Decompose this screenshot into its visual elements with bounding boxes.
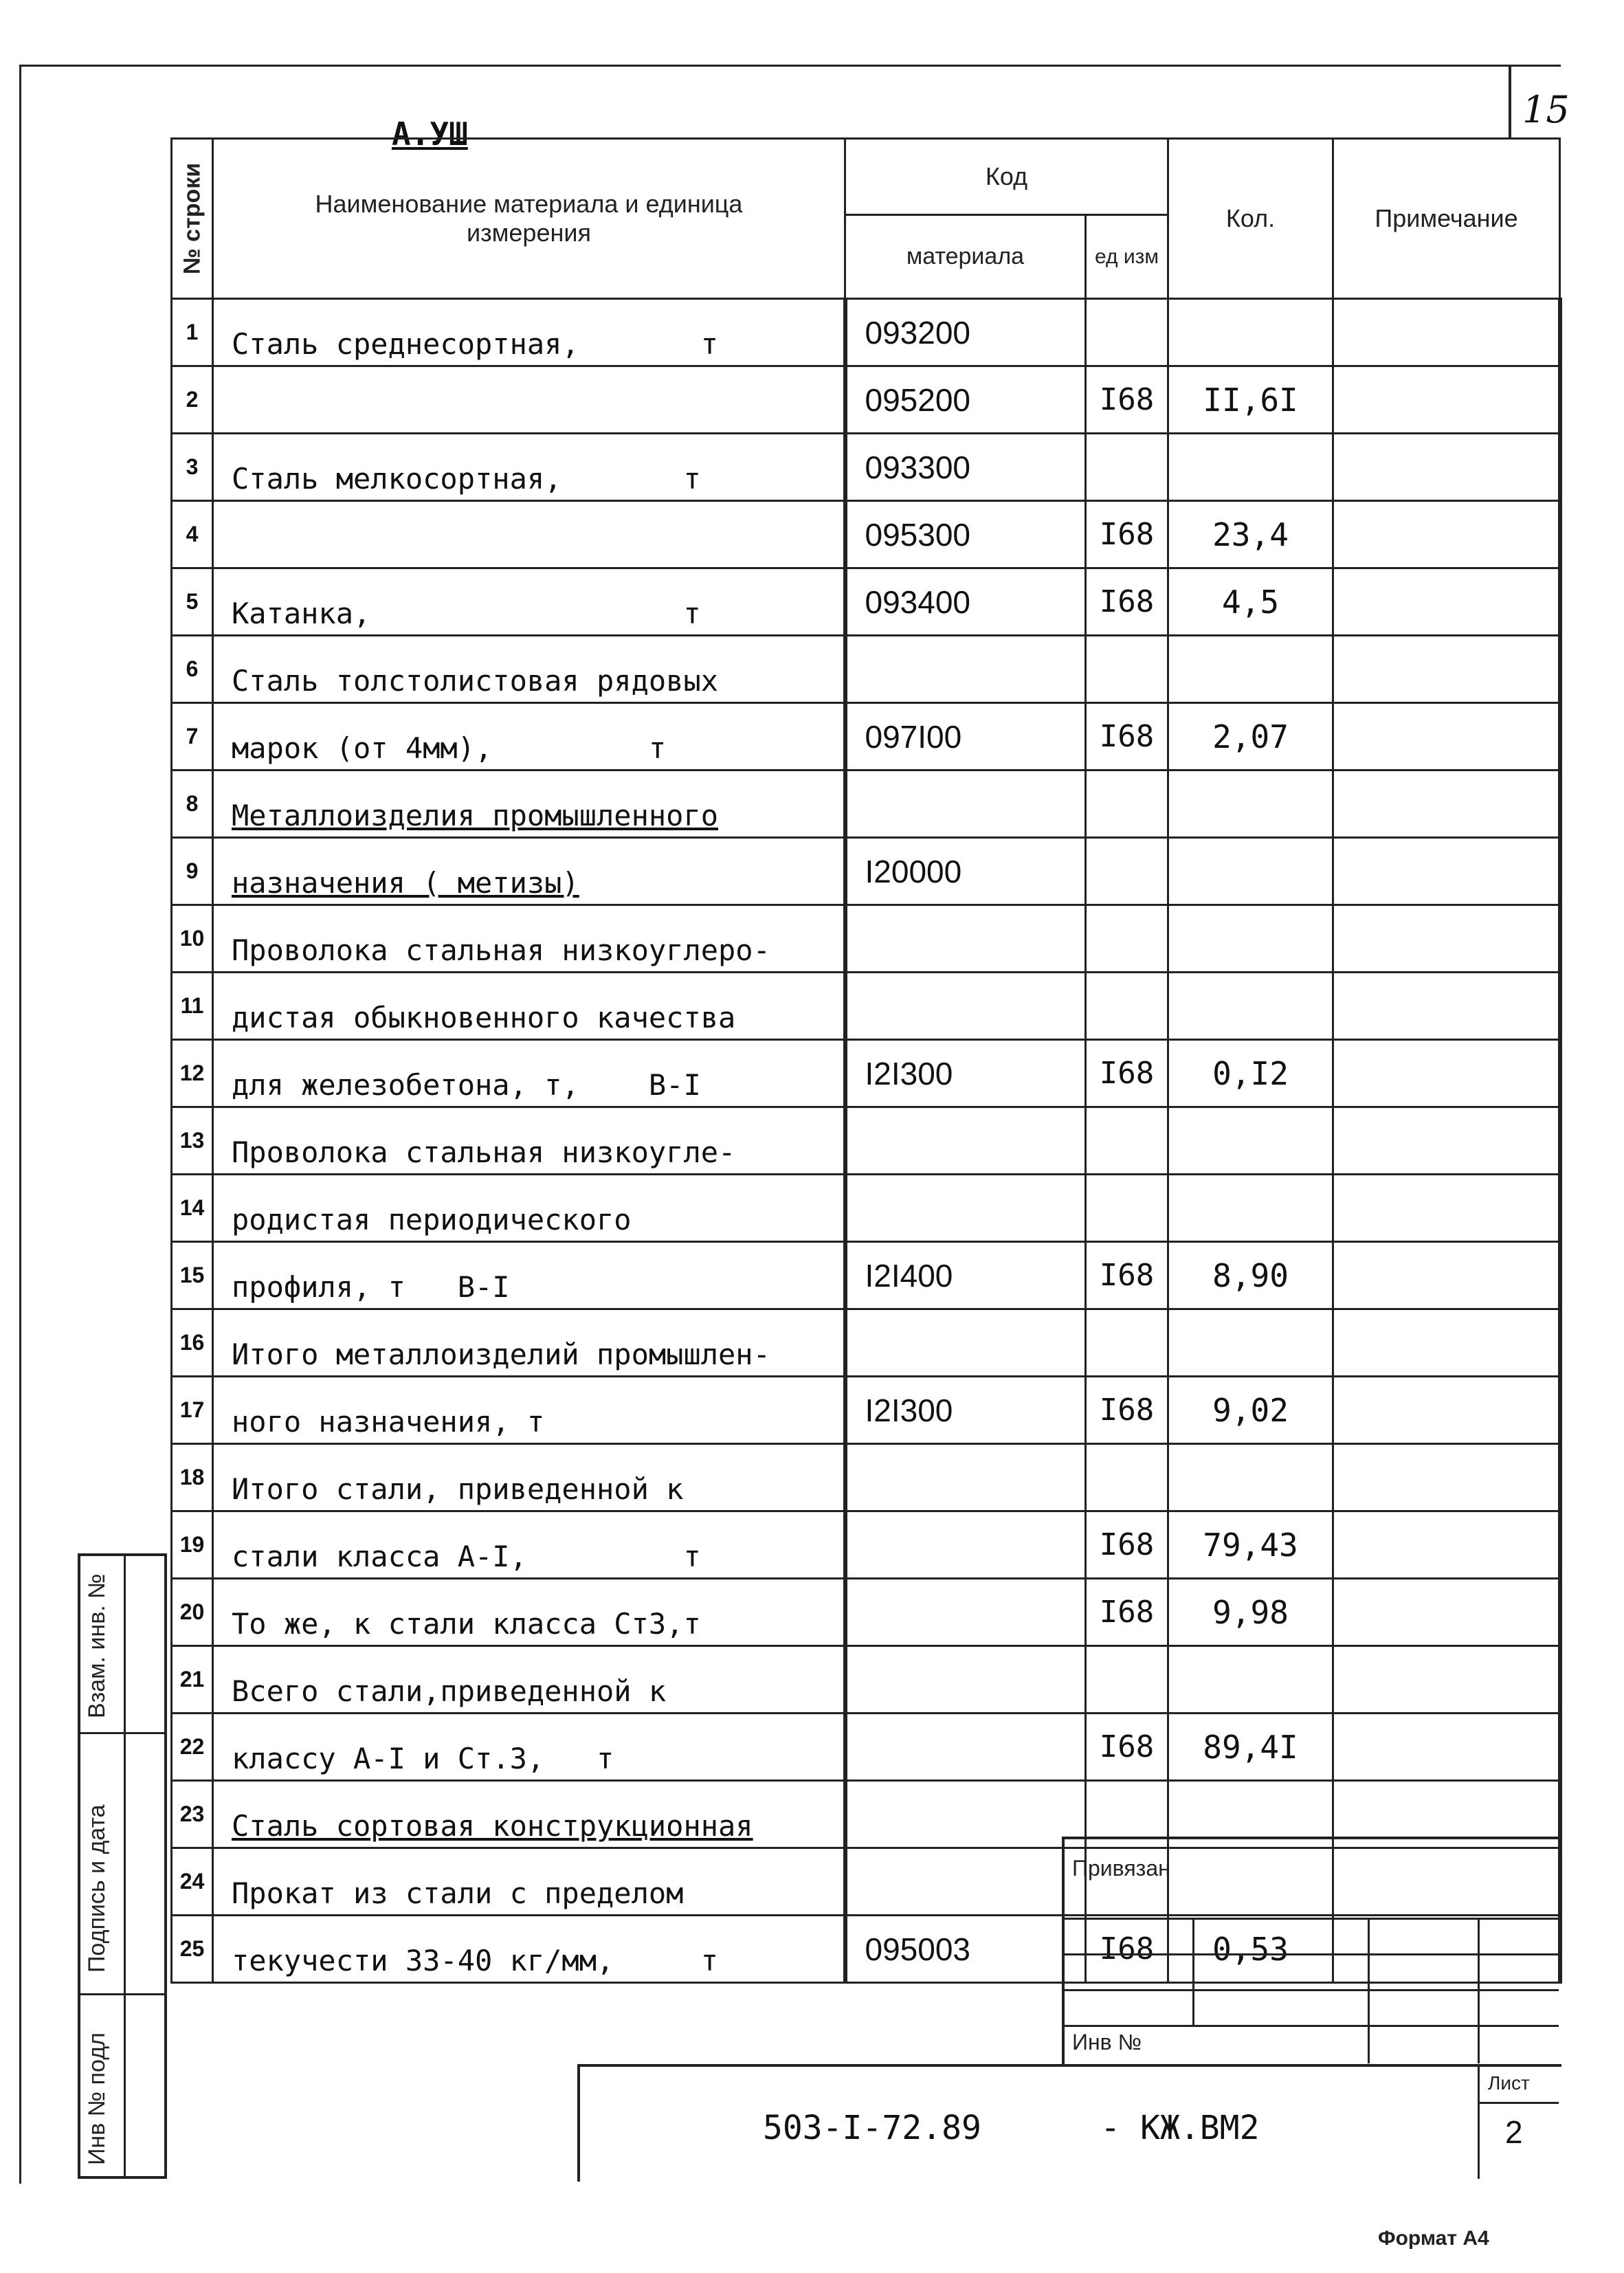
row-material-code [845, 1848, 1086, 1916]
side-label-inv: Инв № подл [84, 2032, 110, 2165]
row-unit [1086, 838, 1168, 905]
row-quantity [1168, 905, 1333, 973]
row-quantity [1168, 1444, 1333, 1511]
side-label-vzam: Взам. инв. № [84, 1573, 110, 1718]
row-material-code [845, 1444, 1086, 1511]
row-unit: I68 [1086, 568, 1168, 636]
list-number: 2 [1505, 2114, 1523, 2150]
row-unit [1086, 905, 1168, 973]
row-quantity: 9,02 [1168, 1377, 1333, 1444]
row-name [213, 366, 845, 434]
row-quantity: 89,4I [1168, 1714, 1333, 1781]
row-quantity: 0,53 [1168, 1916, 1333, 1983]
row-number: 9 [172, 838, 213, 905]
page-number: 15 [1522, 88, 1570, 131]
row-unit [1086, 1175, 1168, 1242]
table-row [172, 703, 1560, 770]
header-note: Примечание [1333, 139, 1560, 299]
row-number: 20 [172, 1579, 213, 1646]
row-number: 24 [172, 1848, 213, 1916]
row-unit [1086, 1646, 1168, 1714]
document-code: 503-I-72.89 - КЖ.ВМ2 [763, 2109, 1260, 2147]
privyazan-label: Привязан [1072, 1856, 1170, 1881]
row-name: для железобетона, т, В-I [213, 1040, 845, 1107]
row-note [1333, 1107, 1560, 1175]
row-number: 25 [172, 1916, 213, 1983]
header-row-number: № строки [172, 139, 213, 299]
row-note [1333, 703, 1560, 770]
row-quantity: 23,4 [1168, 501, 1333, 568]
header-material: материала [845, 215, 1086, 299]
table-row [172, 1444, 1560, 1511]
row-material-code [845, 1781, 1086, 1848]
row-material-code: 095300 [845, 501, 1086, 568]
table-row [172, 905, 1560, 973]
header-unit: ед изм [1086, 215, 1168, 299]
row-quantity [1168, 434, 1333, 501]
row-name: назначения ( метизы) [213, 838, 845, 905]
row-material-code [845, 770, 1086, 838]
row-quantity [1168, 838, 1333, 905]
row-unit: I68 [1086, 1714, 1168, 1781]
row-number: 5 [172, 568, 213, 636]
row-material-code: I2I300 [845, 1377, 1086, 1444]
row-material-code: 093400 [845, 568, 1086, 636]
row-note [1333, 1646, 1560, 1714]
row-name: дистая обыкновенного качества [213, 973, 845, 1040]
row-material-code [845, 1175, 1086, 1242]
row-unit: I68 [1086, 1579, 1168, 1646]
row-name: Итого металлоизделий промышлен- [213, 1309, 845, 1377]
row-material-code [845, 1646, 1086, 1714]
row-number: 8 [172, 770, 213, 838]
table-row [172, 434, 1560, 501]
row-quantity [1168, 1646, 1333, 1714]
row-material-code [845, 1511, 1086, 1579]
row-material-code [845, 973, 1086, 1040]
row-unit: I68 [1086, 366, 1168, 434]
row-unit: I68 [1086, 1511, 1168, 1579]
table-row [172, 1040, 1560, 1107]
row-quantity: II,6I [1168, 366, 1333, 434]
row-name: Сталь сортовая конструкционная [213, 1781, 845, 1848]
table-row [172, 838, 1560, 905]
row-unit [1086, 770, 1168, 838]
row-number: 21 [172, 1646, 213, 1714]
row-note [1333, 299, 1560, 366]
row-name: марок (от 4мм), т [213, 703, 845, 770]
row-unit: I68 [1086, 501, 1168, 568]
row-quantity [1168, 1175, 1333, 1242]
row-number: 3 [172, 434, 213, 501]
row-number: 11 [172, 973, 213, 1040]
row-number: 18 [172, 1444, 213, 1511]
row-note [1333, 1040, 1560, 1107]
row-material-code [845, 1309, 1086, 1377]
table-row [172, 1377, 1560, 1444]
row-number: 14 [172, 1175, 213, 1242]
row-name: стали класса А-I, т [213, 1511, 845, 1579]
row-quantity [1168, 299, 1333, 366]
row-number: 1 [172, 299, 213, 366]
row-note [1333, 973, 1560, 1040]
row-note [1333, 501, 1560, 568]
table-row [172, 1242, 1560, 1309]
sheet-code: А.УШ [392, 115, 468, 153]
row-name: То же, к стали класса Ст3,т [213, 1579, 845, 1646]
row-name: Прокат из стали с пределом [213, 1848, 845, 1916]
row-note [1333, 770, 1560, 838]
table-row [172, 1309, 1560, 1377]
table-row [172, 501, 1560, 568]
row-note [1333, 838, 1560, 905]
row-name: Сталь мелкосортная, т [213, 434, 845, 501]
row-material-code: I2I300 [845, 1040, 1086, 1107]
row-number: 4 [172, 501, 213, 568]
row-note [1333, 1579, 1560, 1646]
row-number: 23 [172, 1781, 213, 1848]
row-unit: I68 [1086, 1040, 1168, 1107]
row-note [1333, 1309, 1560, 1377]
row-quantity [1168, 1107, 1333, 1175]
row-quantity: 2,07 [1168, 703, 1333, 770]
side-label-podpis: Подпись и дата [84, 1804, 110, 1973]
table-row [172, 299, 1560, 366]
row-material-code [845, 1579, 1086, 1646]
row-quantity [1168, 1309, 1333, 1377]
row-name: классу А-I и Ст.3, т [213, 1714, 845, 1781]
row-name: Всего стали,приведенной к [213, 1646, 845, 1714]
table-row [172, 770, 1560, 838]
table-row [172, 1579, 1560, 1646]
row-name: профиля, т В-I [213, 1242, 845, 1309]
header-name: Наименование материала и единица измерения [213, 139, 845, 299]
row-unit [1086, 299, 1168, 366]
materials-table [170, 137, 1562, 1984]
table-row [172, 973, 1560, 1040]
row-number: 2 [172, 366, 213, 434]
row-material-code [845, 1107, 1086, 1175]
row-material-code [845, 636, 1086, 703]
row-material-code [845, 905, 1086, 973]
row-note [1333, 1444, 1560, 1511]
row-number: 12 [172, 1040, 213, 1107]
row-number: 22 [172, 1714, 213, 1781]
row-name: текучести 33-40 кг/мм, т [213, 1916, 845, 1983]
row-name [213, 501, 845, 568]
row-note [1333, 366, 1560, 434]
row-material-code: I2I400 [845, 1242, 1086, 1309]
header-qty: Кол. [1168, 139, 1333, 299]
row-note [1333, 1175, 1560, 1242]
table-row [172, 1646, 1560, 1714]
row-number: 15 [172, 1242, 213, 1309]
row-note [1333, 434, 1560, 501]
row-name: Проволока стальная низкоугле- [213, 1107, 845, 1175]
row-material-code: 095200 [845, 366, 1086, 434]
row-note [1333, 1511, 1560, 1579]
row-number: 19 [172, 1511, 213, 1579]
row-quantity [1168, 636, 1333, 703]
header-code: Код [845, 139, 1168, 215]
row-name: Итого стали, приведенной к [213, 1444, 845, 1511]
row-unit: I68 [1086, 1377, 1168, 1444]
row-quantity: 4,5 [1168, 568, 1333, 636]
row-name: ного назначения, т [213, 1377, 845, 1444]
row-quantity: 9,98 [1168, 1579, 1333, 1646]
table-row [172, 1714, 1560, 1781]
row-unit: I68 [1086, 703, 1168, 770]
row-number: 16 [172, 1309, 213, 1377]
inv-no-label: Инв № [1072, 2030, 1142, 2054]
row-unit: I68 [1086, 1916, 1168, 1983]
table-row [172, 366, 1560, 434]
row-note [1333, 636, 1560, 703]
row-material-code: I20000 [845, 838, 1086, 905]
row-material-code [845, 1714, 1086, 1781]
row-note [1333, 905, 1560, 973]
row-name: Металлоизделия промышленного [213, 770, 845, 838]
table-row [172, 1511, 1560, 1579]
row-unit [1086, 1444, 1168, 1511]
row-note [1333, 568, 1560, 636]
row-name: родистая периодического [213, 1175, 845, 1242]
row-name: Проволока стальная низкоуглеро- [213, 905, 845, 973]
row-material-code: 097I00 [845, 703, 1086, 770]
row-note [1333, 1242, 1560, 1309]
row-number: 17 [172, 1377, 213, 1444]
format-label: Формат А4 [1378, 2227, 1489, 2250]
table-row [172, 1107, 1560, 1175]
row-material-code: 093200 [845, 299, 1086, 366]
row-number: 10 [172, 905, 213, 973]
row-material-code: 093300 [845, 434, 1086, 501]
row-name: Катанка, т [213, 568, 845, 636]
row-quantity [1168, 770, 1333, 838]
row-quantity: 8,90 [1168, 1242, 1333, 1309]
row-unit [1086, 1107, 1168, 1175]
row-quantity: 79,43 [1168, 1511, 1333, 1579]
row-material-code: 095003 [845, 1916, 1086, 1983]
row-name: Сталь толстолистовая рядовых [213, 636, 845, 703]
table-row [172, 636, 1560, 703]
row-unit [1086, 434, 1168, 501]
row-name: Сталь среднесортная, т [213, 299, 845, 366]
row-quantity [1168, 973, 1333, 1040]
row-number: 6 [172, 636, 213, 703]
table-row [172, 1175, 1560, 1242]
row-note [1333, 1377, 1560, 1444]
row-unit [1086, 636, 1168, 703]
row-note [1333, 1714, 1560, 1781]
row-unit: I68 [1086, 1242, 1168, 1309]
row-number: 13 [172, 1107, 213, 1175]
row-number: 7 [172, 703, 213, 770]
row-unit [1086, 1309, 1168, 1377]
row-unit [1086, 973, 1168, 1040]
row-quantity: 0,I2 [1168, 1040, 1333, 1107]
list-label: Лист [1488, 2072, 1530, 2094]
table-row [172, 568, 1560, 636]
